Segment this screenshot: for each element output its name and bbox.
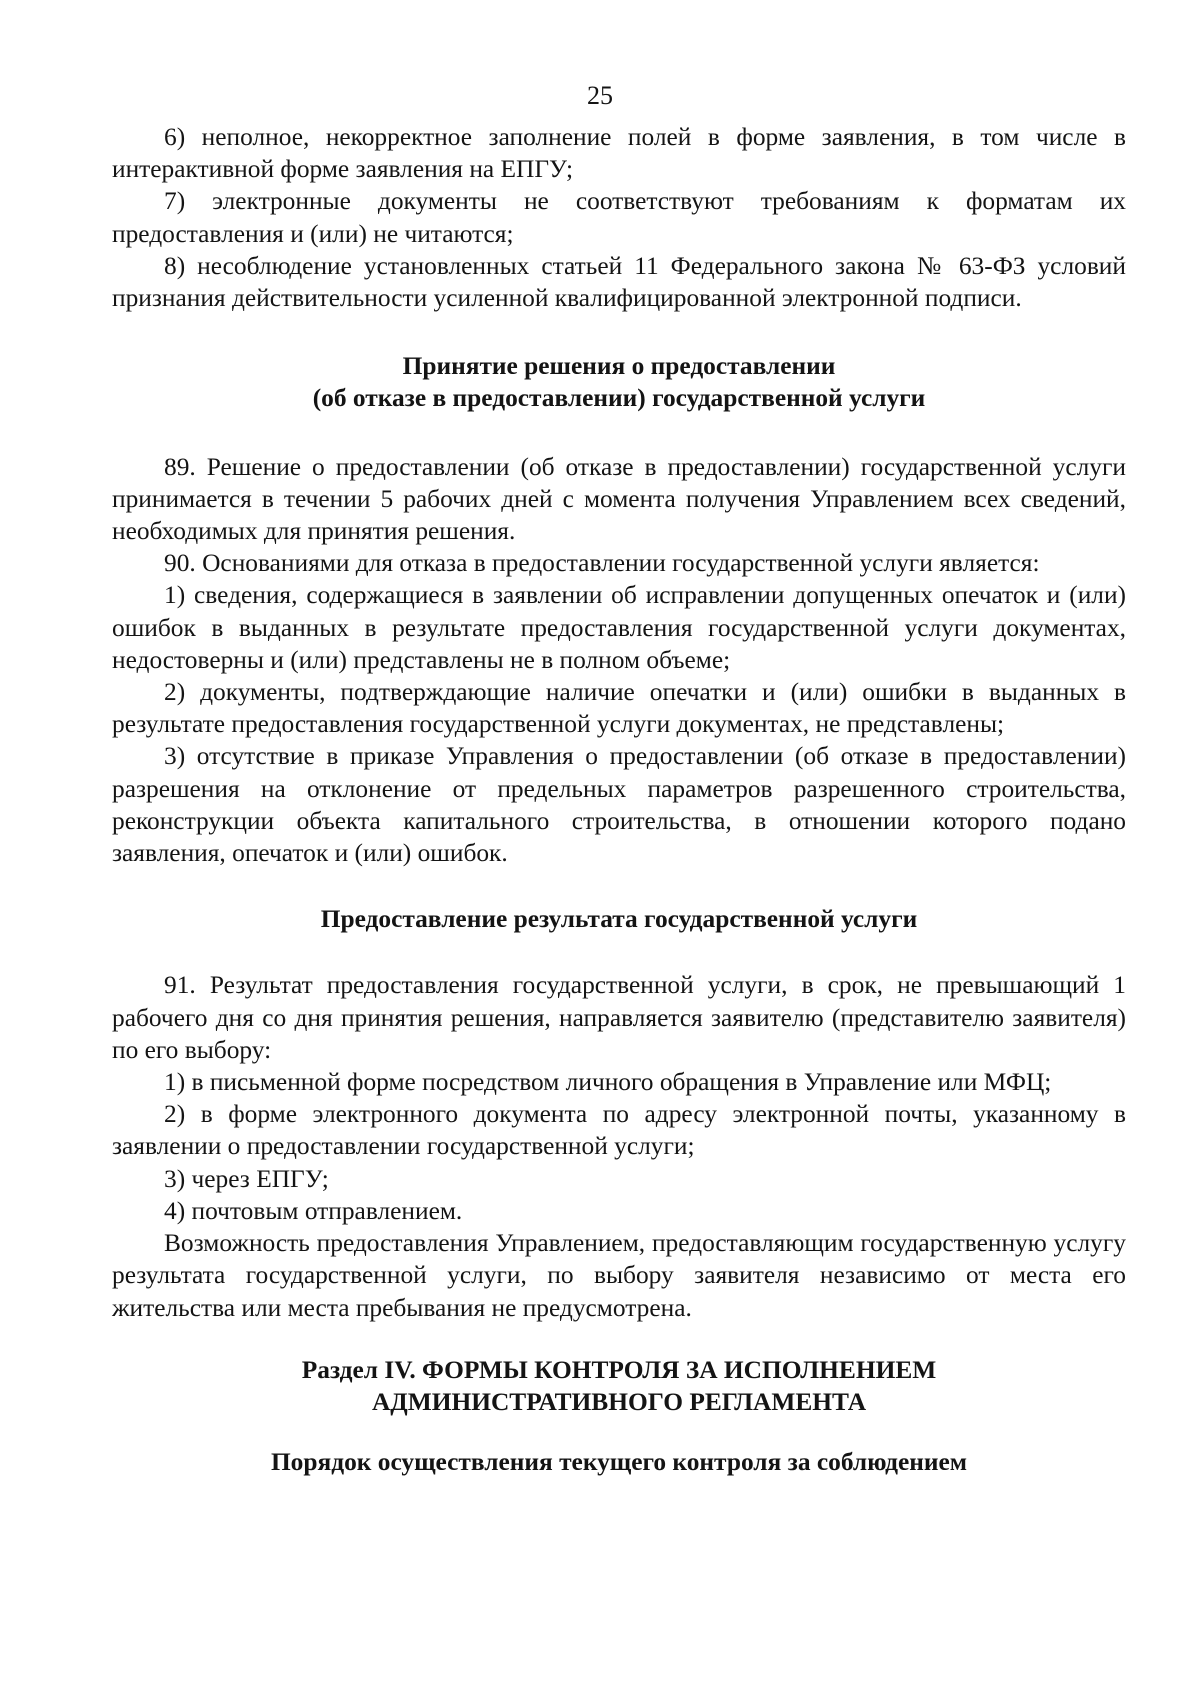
list-item: 2) в форме электронного документа по адресу электронной почты, указанному в заявлении о предоставлении государственной услуги; xyxy=(112,1100,1126,1161)
section-heading-result: Предоставление результата государственной услуги xyxy=(320,905,918,934)
heading-line: АДМИНИСТРАТИВНОГО РЕГЛАМЕНТА xyxy=(371,1387,867,1416)
section-heading-decision xyxy=(112,350,1126,414)
list-item: 8) несоблюдение установленных статьей 11 Федерального закона № 63-ФЗ условий признания действительности усиленной квалифицированной электронной подписи. xyxy=(112,251,1126,313)
heading-line: Принятие решения о предоставлении xyxy=(402,352,836,381)
list-item: 4) почтовым отправлением. xyxy=(164,1196,463,1225)
heading-line: Раздел IV. ФОРМЫ КОНТРОЛЯ ЗА ИСПОЛНЕНИЕМ xyxy=(301,1355,937,1384)
page-content xyxy=(112,121,1126,1478)
section-body-result xyxy=(112,969,1126,1323)
list-item: 1) сведения, содержащиеся в заявлении об исправлении допущенных опечаток и (или) ошибок в выданных в результате предоставления государственной услуги документах, недостоверны и (или) представлены не в полном объеме; xyxy=(112,581,1126,674)
list-item: 3) через ЕПГУ; xyxy=(164,1164,329,1193)
subsection-heading: Порядок осуществления текущего контроля за соблюдением xyxy=(270,1448,968,1477)
list-item: 7) электронные документы не соответствуют требованиям к форматам их предоставления и (или) не читаются; xyxy=(112,187,1126,248)
section-heading-part4 xyxy=(112,1354,1126,1418)
list-item: 3) отсутствие в приказе Управления о предоставлении (об отказе в предоставлении) разрешения на отклонение от предельных параметров разрешенного строительства, реконструкции объекта капитального строительства, в отношении которого подано заявления, опечаток и (или) ошибок. xyxy=(112,742,1126,868)
paragraph: 90. Основаниями для отказа в предоставлении государственной услуги является: xyxy=(164,549,1040,578)
paragraph: Возможность предоставления Управлением, предоставляющим государственную услугу результата государственной услуги, по выбору заявителя независимо от места его жительства или места пребывания не предусмотрена. xyxy=(112,1229,1126,1322)
page-number: 25 xyxy=(587,81,613,110)
list-item: 1) в письменной форме посредством личного обращения в Управление или МФЦ; xyxy=(164,1068,1052,1097)
paragraph: 91. Результат предоставления государственной услуги, в срок, не превышающий 1 рабочего дня со дня принятия решения, направляется заявителю (представителю заявителя) по его выбору: xyxy=(112,971,1126,1064)
paragraph: 89. Решение о предоставлении (об отказе в предоставлении) государственной услуги принимается в течении 5 рабочих дней с момента получения Управлением всех сведений, необходимых для принятия решения. xyxy=(112,452,1126,546)
grounds-list-continued xyxy=(112,121,1126,314)
heading-line: (об отказе в предоставлении) государственной услуги xyxy=(312,384,926,413)
section-body-decision xyxy=(112,451,1126,870)
list-item: 6) неполное, некорректное заполнение полей в форме заявления, в том числе в интерактивной форме заявления на ЕПГУ; xyxy=(112,123,1126,184)
list-item: 2) документы, подтверждающие наличие опечатки и (или) ошибки в выданных в результате предоставления государственной услуги документах, не представлены; xyxy=(112,678,1126,739)
